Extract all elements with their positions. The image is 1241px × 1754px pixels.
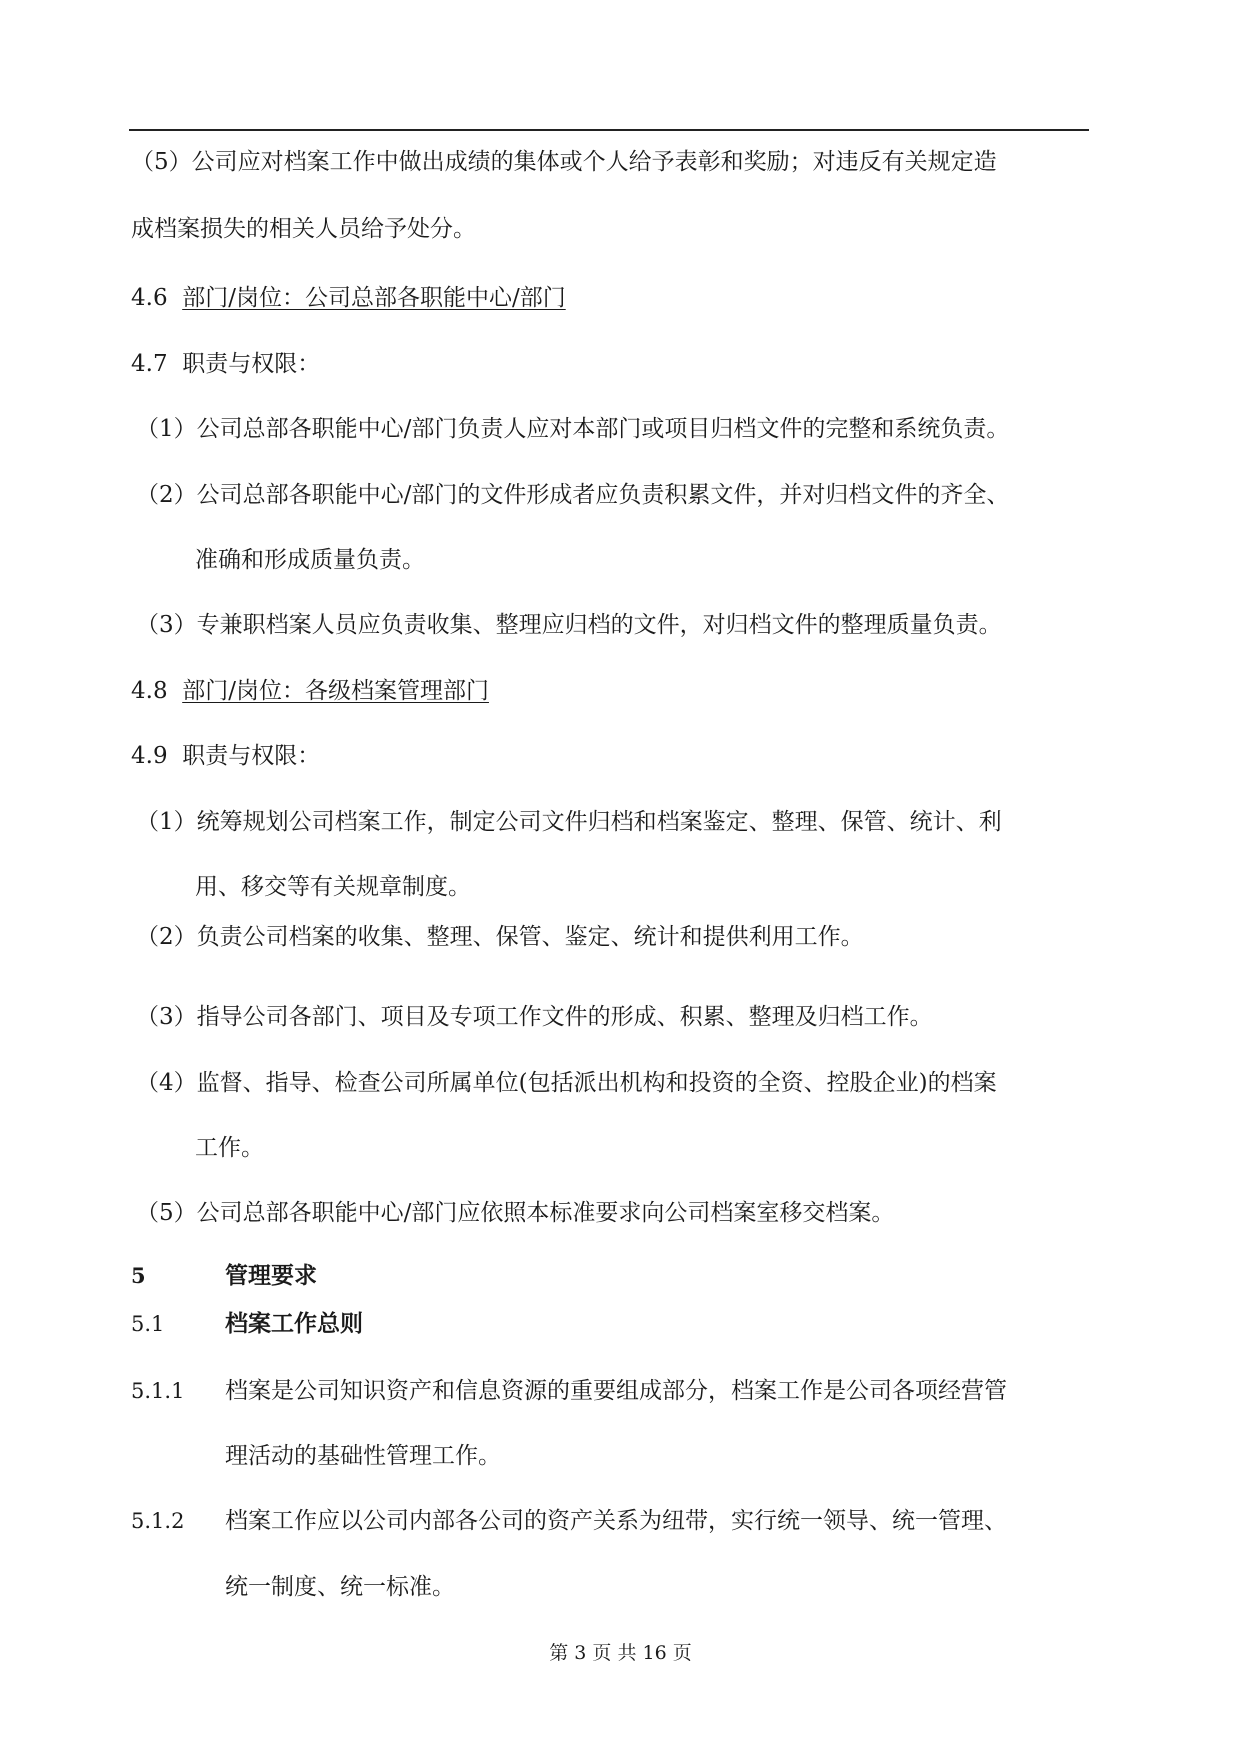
- page-number-footer: 第 3 页 共 16 页: [549, 1642, 692, 1664]
- section-number: 4.6: [131, 285, 168, 311]
- section-4-6: [131, 283, 566, 313]
- section-heading: 职责与权限：: [182, 351, 321, 377]
- list-item: （2）负责公司档案的收集、整理、保管、鉴定、统计和提供利用工作。: [136, 924, 864, 950]
- section-number: 5: [131, 1263, 146, 1288]
- paragraph-line: 成档案损失的相关人员给予处分。: [131, 216, 476, 242]
- list-item-continuation: 用、移交等有关规章制度。: [195, 874, 471, 900]
- list-item: （3）专兼职档案人员应负责收集、整理应归档的文件，对归档文件的整理质量负责。: [136, 612, 1002, 638]
- header-rule: [129, 129, 1089, 131]
- list-item-continuation: 准确和形成质量负责。: [195, 547, 425, 573]
- section-number: 5.1.2: [131, 1509, 185, 1533]
- section-number: 5.1.1: [131, 1379, 185, 1403]
- section-4-7: [131, 349, 320, 379]
- section-number: 4.8: [131, 678, 168, 704]
- section-4-8: [131, 676, 489, 706]
- paragraph-line: 统一制度、统一标准。: [225, 1574, 455, 1600]
- section-heading: 部门/岗位：各级档案管理部门: [182, 678, 489, 704]
- list-item: （2）公司总部各职能中心/部门的文件形成者应负责积累文件，并对归档文件的齐全、: [136, 482, 1010, 508]
- list-item: （4）监督、指导、检查公司所属单位(包括派出机构和投资的全资、控股企业)的档案: [136, 1070, 997, 1096]
- section-number: 4.9: [131, 743, 168, 769]
- section-heading: 部门/岗位：公司总部各职能中心/部门: [182, 285, 566, 311]
- section-heading: 职责与权限：: [182, 743, 321, 769]
- paragraph-line: 理活动的基础性管理工作。: [225, 1443, 501, 1469]
- paragraph-line: 档案是公司知识资产和信息资源的重要组成部分，档案工作是公司各项经营管: [225, 1378, 1007, 1404]
- list-item: （3）指导公司各部门、项目及专项工作文件的形成、积累、整理及归档工作。: [136, 1004, 933, 1030]
- paragraph-line: 档案工作应以公司内部各公司的资产关系为纽带，实行统一领导、统一管理、: [225, 1508, 1007, 1534]
- section-4-9: [131, 741, 320, 771]
- list-item: （1）统筹规划公司档案工作，制定公司文件归档和档案鉴定、整理、保管、统计、利: [136, 809, 1002, 835]
- section-heading: 档案工作总则: [225, 1310, 363, 1337]
- paragraph-line: （5）公司应对档案工作中做出成绩的集体或个人给予表彰和奖励；对违反有关规定造: [131, 149, 997, 175]
- section-number: 4.7: [131, 351, 168, 377]
- list-item: （5）公司总部各职能中心/部门应依照本标准要求向公司档案室移交档案。: [136, 1200, 895, 1226]
- list-item: （1）公司总部各职能中心/部门负责人应对本部门或项目归档文件的完整和系统负责。: [136, 416, 1010, 442]
- list-item-continuation: 工作。: [195, 1135, 264, 1161]
- section-number: 5.1: [131, 1312, 165, 1336]
- section-heading: 管理要求: [225, 1262, 317, 1289]
